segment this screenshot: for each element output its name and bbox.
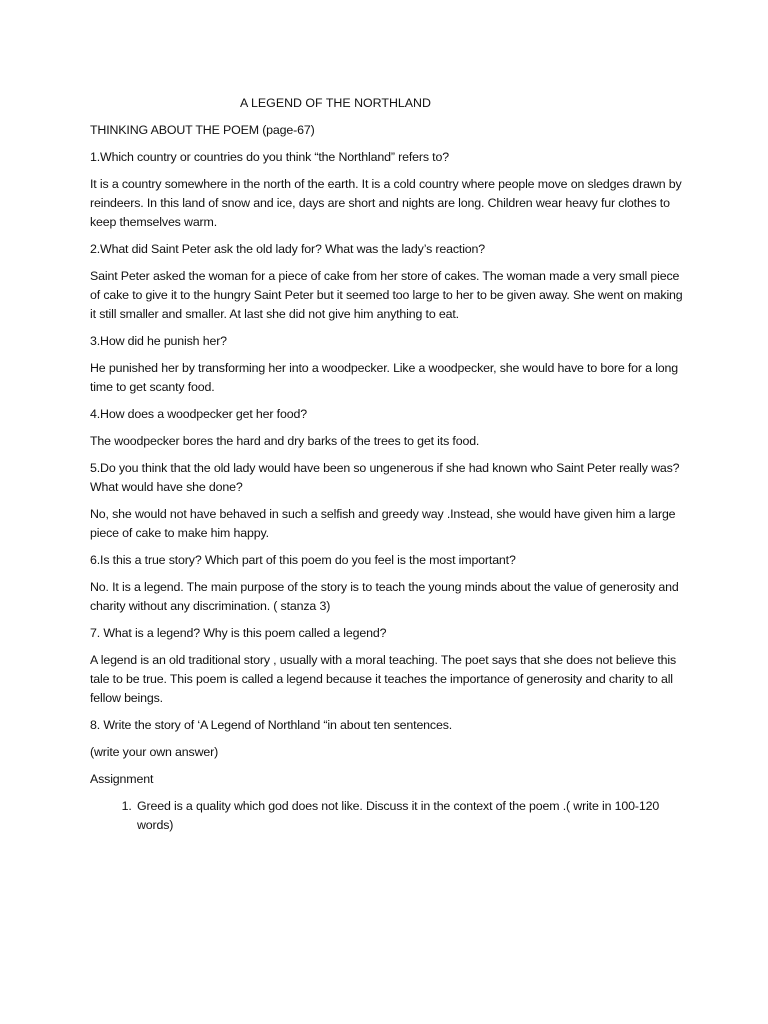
answer-1: It is a country somewhere in the north of the earth. It is a cold country where people move on sledges drawn by reindeers. In this land of snow and ice, days are short and nights are long. Children wear heavy fur clothes to keep themselves warm. — [90, 177, 682, 229]
answer-8: (write your own answer) — [90, 745, 219, 759]
question-3: 3.How did he punish her? — [90, 334, 227, 348]
question-5: 5.Do you think that the old lady would have been so ungenerous if she had known who Saint Peter really was? What would have she done? — [90, 461, 680, 494]
answer-5: No, she would not have behaved in such a selfish and greedy way .Instead, she would have given him a large piece of cake to make him happy. — [90, 507, 676, 540]
assignment-item: 1. Greed is a quality which god does not like. Discuss it in the context of the poem .( write in 100-120 words) — [135, 797, 690, 835]
question-4: 4.How does a woodpecker get her food? — [90, 407, 307, 421]
answer-7: A legend is an old traditional story , usually with a moral teaching. The poet says that she does not believe this tale to be true. This poem is called a legend because it teaches the importance of generosity and charity to all fellow beings. — [90, 653, 677, 705]
answer-2: Saint Peter asked the woman for a piece of cake from her store of cakes. The woman made a very small piece of cake to give it to the hungry Saint Peter but it seemed too large to her to be given away. She went on making it still smaller and smaller. At last she did not give him anything to eat. — [90, 269, 683, 321]
question-8: 8. Write the story of ‘A Legend of Northland “in about ten sentences. — [90, 718, 453, 732]
question-2: 2.What did Saint Peter ask the old lady for? What was the lady’s reaction? — [90, 242, 486, 256]
answer-4: The woodpecker bores the hard and dry barks of the trees to get its food. — [90, 434, 480, 448]
answer-6: No. It is a legend. The main purpose of the story is to teach the young minds about the value of generosity and charity without any discrimination. ( stanza 3) — [90, 580, 679, 613]
document-title: A LEGEND OF THE NORTHLAND — [240, 96, 431, 110]
assignment-list — [90, 797, 690, 835]
assignment-heading: Assignment — [90, 772, 154, 786]
answer-3: He punished her by transforming her into a woodpecker. Like a woodpecker, she would have to bore for a long time to get scanty food. — [90, 361, 679, 394]
question-6: 6.Is this a true story? Which part of this poem do you feel is the most important? — [90, 553, 516, 567]
question-1: 1.Which country or countries do you think “the Northland” refers to? — [90, 150, 449, 164]
document-content — [90, 94, 690, 835]
section-heading: THINKING ABOUT THE POEM (page-67) — [90, 123, 315, 137]
question-7: 7. What is a legend? Why is this poem called a legend? — [90, 626, 387, 640]
